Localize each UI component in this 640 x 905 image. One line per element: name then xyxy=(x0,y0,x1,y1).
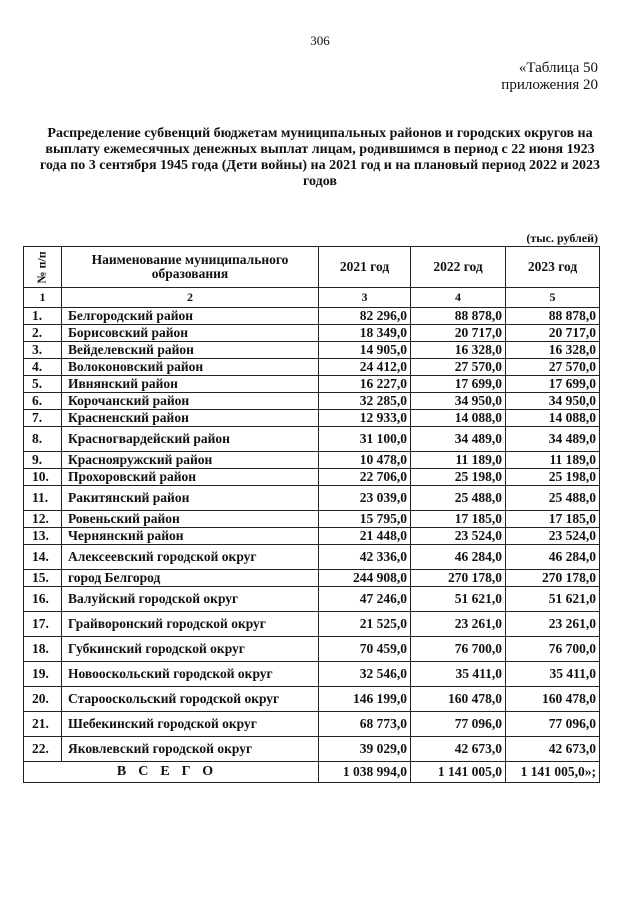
municipality-name: Прохоровский район xyxy=(62,469,319,486)
municipality-name: Ивнянский район xyxy=(62,376,319,393)
municipality-name: Яковлевский городской округ xyxy=(62,737,319,762)
value-2021: 12 933,0 xyxy=(319,410,411,427)
value-2022: 25 198,0 xyxy=(411,469,506,486)
municipality-name: Борисовский район xyxy=(62,325,319,342)
municipality-name: Ракитянский район xyxy=(62,486,319,511)
row-number: 12. xyxy=(24,511,62,528)
municipality-name: Алексеевский городской округ xyxy=(62,545,319,570)
value-2023: 17 185,0 xyxy=(506,511,600,528)
table-row xyxy=(24,325,600,342)
value-2022: 16 328,0 xyxy=(411,342,506,359)
row-number: 14. xyxy=(24,545,62,570)
value-2021: 42 336,0 xyxy=(319,545,411,570)
value-2022: 77 096,0 xyxy=(411,712,506,737)
value-2023: 77 096,0 xyxy=(506,712,600,737)
row-number: 5. xyxy=(24,376,62,393)
appendix-table-label: «Таблица 50 xyxy=(518,60,598,76)
municipality-name: Шебекинский городской округ xyxy=(62,712,319,737)
table-row xyxy=(24,511,600,528)
row-number: 18. xyxy=(24,637,62,662)
row-number: 15. xyxy=(24,570,62,587)
value-2022: 35 411,0 xyxy=(411,662,506,687)
value-2021: 82 296,0 xyxy=(319,308,411,325)
municipality-name: Старооскольский городской округ xyxy=(62,687,319,712)
total-label: ВСЕГО xyxy=(24,762,319,783)
value-2021: 15 795,0 xyxy=(319,511,411,528)
table-row xyxy=(24,737,600,762)
table-row xyxy=(24,570,600,587)
value-2021: 39 029,0 xyxy=(319,737,411,762)
row-number: 21. xyxy=(24,712,62,737)
row-number: 13. xyxy=(24,528,62,545)
table-header-row xyxy=(24,247,600,288)
row-number: 19. xyxy=(24,662,62,687)
row-number: 4. xyxy=(24,359,62,376)
header-2021: 2021 год xyxy=(319,247,411,288)
total-2023: 1 141 005,0»; xyxy=(506,762,600,783)
table-row xyxy=(24,687,600,712)
value-2021: 21 448,0 xyxy=(319,528,411,545)
row-number: 10. xyxy=(24,469,62,486)
value-2021: 32 546,0 xyxy=(319,662,411,687)
total-2021: 1 038 994,0 xyxy=(319,762,411,783)
header-2023: 2023 год xyxy=(506,247,600,288)
value-2021: 21 525,0 xyxy=(319,612,411,637)
value-2022: 270 178,0 xyxy=(411,570,506,587)
value-2023: 14 088,0 xyxy=(506,410,600,427)
value-2023: 23 261,0 xyxy=(506,612,600,637)
value-2023: 20 717,0 xyxy=(506,325,600,342)
value-2023: 35 411,0 xyxy=(506,662,600,687)
value-2021: 244 908,0 xyxy=(319,570,411,587)
value-2022: 160 478,0 xyxy=(411,687,506,712)
row-number: 1. xyxy=(24,308,62,325)
municipality-name: Красногвардейский район xyxy=(62,427,319,452)
row-number: 11. xyxy=(24,486,62,511)
appendix-annex-label: приложения 20 xyxy=(501,77,598,93)
row-number: 6. xyxy=(24,393,62,410)
header-number: № п/п xyxy=(24,247,62,288)
row-number: 9. xyxy=(24,452,62,469)
municipality-name: Ровеньский район xyxy=(62,511,319,528)
value-2021: 70 459,0 xyxy=(319,637,411,662)
table-row xyxy=(24,712,600,737)
municipality-name: Белгородский район xyxy=(62,308,319,325)
municipality-name: Новооскольский городской округ xyxy=(62,662,319,687)
value-2022: 42 673,0 xyxy=(411,737,506,762)
table-row xyxy=(24,662,600,687)
value-2023: 17 699,0 xyxy=(506,376,600,393)
value-2021: 16 227,0 xyxy=(319,376,411,393)
value-2023: 34 489,0 xyxy=(506,427,600,452)
total-2022: 1 141 005,0 xyxy=(411,762,506,783)
value-2021: 31 100,0 xyxy=(319,427,411,452)
value-2022: 11 189,0 xyxy=(411,452,506,469)
units-label: (тыс. рублей) xyxy=(526,231,598,245)
value-2023: 46 284,0 xyxy=(506,545,600,570)
value-2022: 23 261,0 xyxy=(411,612,506,637)
value-2023: 42 673,0 xyxy=(506,737,600,762)
column-number-row xyxy=(24,288,600,308)
page-number: 306 xyxy=(310,33,330,48)
table-row xyxy=(24,528,600,545)
value-2022: 17 699,0 xyxy=(411,376,506,393)
row-number: 3. xyxy=(24,342,62,359)
value-2023: 25 488,0 xyxy=(506,486,600,511)
municipality-name: Чернянский район xyxy=(62,528,319,545)
value-2021: 14 905,0 xyxy=(319,342,411,359)
subvention-table xyxy=(23,246,600,783)
value-2022: 27 570,0 xyxy=(411,359,506,376)
header-name: Наименование муниципального образования xyxy=(62,247,319,288)
column-number: 2 xyxy=(62,288,319,308)
value-2023: 51 621,0 xyxy=(506,587,600,612)
value-2023: 270 178,0 xyxy=(506,570,600,587)
value-2022: 25 488,0 xyxy=(411,486,506,511)
municipality-name: Волоконовский район xyxy=(62,359,319,376)
value-2021: 146 199,0 xyxy=(319,687,411,712)
municipality-name: Корочанский район xyxy=(62,393,319,410)
header-2022: 2022 год xyxy=(411,247,506,288)
table-row xyxy=(24,308,600,325)
municipality-name: Красненский район xyxy=(62,410,319,427)
value-2023: 16 328,0 xyxy=(506,342,600,359)
row-number: 7. xyxy=(24,410,62,427)
municipality-name: Грайворонский городской округ xyxy=(62,612,319,637)
table-row xyxy=(24,342,600,359)
table-row xyxy=(24,452,600,469)
municipality-name: Краснояружский район xyxy=(62,452,319,469)
table-row xyxy=(24,612,600,637)
value-2021: 10 478,0 xyxy=(319,452,411,469)
value-2022: 14 088,0 xyxy=(411,410,506,427)
table-row xyxy=(24,359,600,376)
row-number: 20. xyxy=(24,687,62,712)
value-2021: 22 706,0 xyxy=(319,469,411,486)
row-number: 8. xyxy=(24,427,62,452)
value-2022: 17 185,0 xyxy=(411,511,506,528)
value-2021: 68 773,0 xyxy=(319,712,411,737)
table-row xyxy=(24,410,600,427)
row-number: 16. xyxy=(24,587,62,612)
value-2021: 24 412,0 xyxy=(319,359,411,376)
value-2021: 32 285,0 xyxy=(319,393,411,410)
table-row xyxy=(24,545,600,570)
table-row xyxy=(24,427,600,452)
column-number: 1 xyxy=(24,288,62,308)
municipality-name: Губкинский городской округ xyxy=(62,637,319,662)
value-2023: 25 198,0 xyxy=(506,469,600,486)
table-row xyxy=(24,587,600,612)
table-row xyxy=(24,376,600,393)
value-2022: 34 489,0 xyxy=(411,427,506,452)
column-number: 4 xyxy=(411,288,506,308)
appendix-reference xyxy=(501,60,598,94)
table-row xyxy=(24,393,600,410)
municipality-name: Вейделевский район xyxy=(62,342,319,359)
value-2022: 88 878,0 xyxy=(411,308,506,325)
value-2023: 27 570,0 xyxy=(506,359,600,376)
row-number: 2. xyxy=(24,325,62,342)
row-number: 17. xyxy=(24,612,62,637)
value-2022: 34 950,0 xyxy=(411,393,506,410)
value-2023: 11 189,0 xyxy=(506,452,600,469)
municipality-name: город Белгород xyxy=(62,570,319,587)
value-2022: 51 621,0 xyxy=(411,587,506,612)
value-2022: 23 524,0 xyxy=(411,528,506,545)
value-2023: 88 878,0 xyxy=(506,308,600,325)
column-number: 3 xyxy=(319,288,411,308)
value-2022: 20 717,0 xyxy=(411,325,506,342)
value-2021: 47 246,0 xyxy=(319,587,411,612)
row-number: 22. xyxy=(24,737,62,762)
value-2023: 160 478,0 xyxy=(506,687,600,712)
table-row xyxy=(24,469,600,486)
value-2022: 76 700,0 xyxy=(411,637,506,662)
column-number: 5 xyxy=(506,288,600,308)
value-2023: 23 524,0 xyxy=(506,528,600,545)
value-2022: 46 284,0 xyxy=(411,545,506,570)
municipality-name: Валуйский городской округ xyxy=(62,587,319,612)
table-row xyxy=(24,486,600,511)
value-2023: 34 950,0 xyxy=(506,393,600,410)
value-2023: 76 700,0 xyxy=(506,637,600,662)
value-2021: 23 039,0 xyxy=(319,486,411,511)
total-row xyxy=(24,762,600,783)
table-row xyxy=(24,637,600,662)
value-2021: 18 349,0 xyxy=(319,325,411,342)
document-title: Распределение субвенций бюджетам муниципальных районов и городских округов на выплату ежемесячных денежных выплат лицам, родившимся в период с 22 июня 1923 года по 3 сентября 1945 года (Дети войны) на 2021 год и на плановый период 2022 и 2023 годов xyxy=(40,126,601,189)
